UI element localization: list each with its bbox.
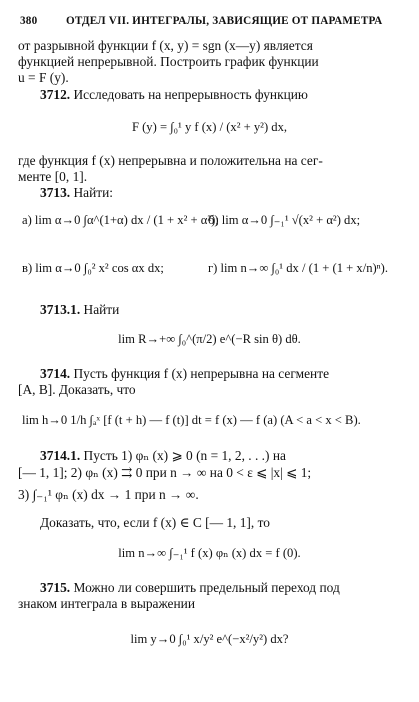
formula-3713-a: а) lim α→0 ∫α^(1+α) dx / (1 + x² + α²); (22, 213, 219, 227)
problem-3713-1 (18, 302, 402, 317)
text-line: где функция f (x) непрерывна и положительна на сег- (18, 153, 323, 168)
problem-text: Найти (83, 302, 120, 317)
problem-3713 (18, 185, 402, 200)
problem-number: 3715. (40, 580, 71, 595)
problem-text: Найти: (73, 185, 114, 200)
text-line: менте [0, 1]. (18, 169, 88, 184)
problem-number: 3712. (40, 87, 71, 102)
formula-3712: F (y) = ∫₀¹ y f (x) / (x² + y²) dx, (131, 120, 288, 134)
problem-number: 3714.1. (40, 448, 81, 463)
problem-number: 3713. (40, 185, 71, 200)
problem-text: Пусть 1) φₙ (x) ⩾ 0 (n = 1, 2, . . .) на (83, 448, 286, 463)
text-line: [A, B]. Доказать, что (18, 382, 136, 397)
text-line: от разрывной функции f (x, y) = sgn (x—y) является (18, 38, 313, 53)
formula-3715: lim y→0 ∫₀¹ x/y² e^(−x²/y²) dx? (130, 632, 289, 646)
text-line: знаком интеграла в выражении (18, 596, 195, 611)
page-number: 380 (20, 15, 38, 27)
formula-3714: lim h→0 1/h ∫ₐˣ [f (t + h) — f (t)] dt = f (x) — f (a) (A < a < x < B). (22, 413, 361, 427)
text-line: u = F (y). (18, 70, 69, 85)
formula-3713-1: lim R→+∞ ∫₀^(π/2) e^(−R sin θ) dθ. (118, 332, 301, 346)
text-line: функцией непрерывной. Построить график функции (18, 54, 319, 69)
chapter-title: ОТДЕЛ VII. ИНТЕГРАЛЫ, ЗАВИСЯЩИЕ ОТ ПАРАМЕТРА (66, 15, 383, 27)
problem-3715 (18, 580, 402, 595)
formula-3713-d: г) lim n→∞ ∫₀¹ dx / (1 + (1 + x/n)ⁿ). (208, 261, 388, 275)
problem-text: Пусть функция f (x) непрерывна на сегменте (73, 366, 330, 381)
text-line: Доказать, что, если f (x) ∈ C [— 1, 1], то (40, 515, 270, 530)
text-line: [— 1, 1]; 2) φₙ (x) ⇉ 0 при n → ∞ на 0 < ε ⩽ |x| ⩽ 1; (18, 465, 312, 480)
formula-3713-b: б) lim α→0 ∫₋₁¹ √(x² + α²) dx; (208, 213, 361, 227)
problem-number: 3713.1. (40, 302, 81, 317)
formula-3713-c: в) lim α→0 ∫₀² x² cos αx dx; (22, 261, 164, 275)
problem-3714 (18, 366, 402, 381)
text-line: 3) ∫₋₁¹ φₙ (x) dx → 1 при n → ∞. (18, 487, 199, 502)
problem-number: 3714. (40, 366, 71, 381)
problem-text: Исследовать на непрерывность функцию (73, 87, 308, 102)
problem-3712 (18, 87, 402, 102)
problem-3714-1 (18, 448, 402, 463)
problem-text: Можно ли совершить предельный переход под (73, 580, 340, 595)
formula-3714-1: lim n→∞ ∫₋₁¹ f (x) φₙ (x) dx = f (0). (118, 546, 301, 560)
